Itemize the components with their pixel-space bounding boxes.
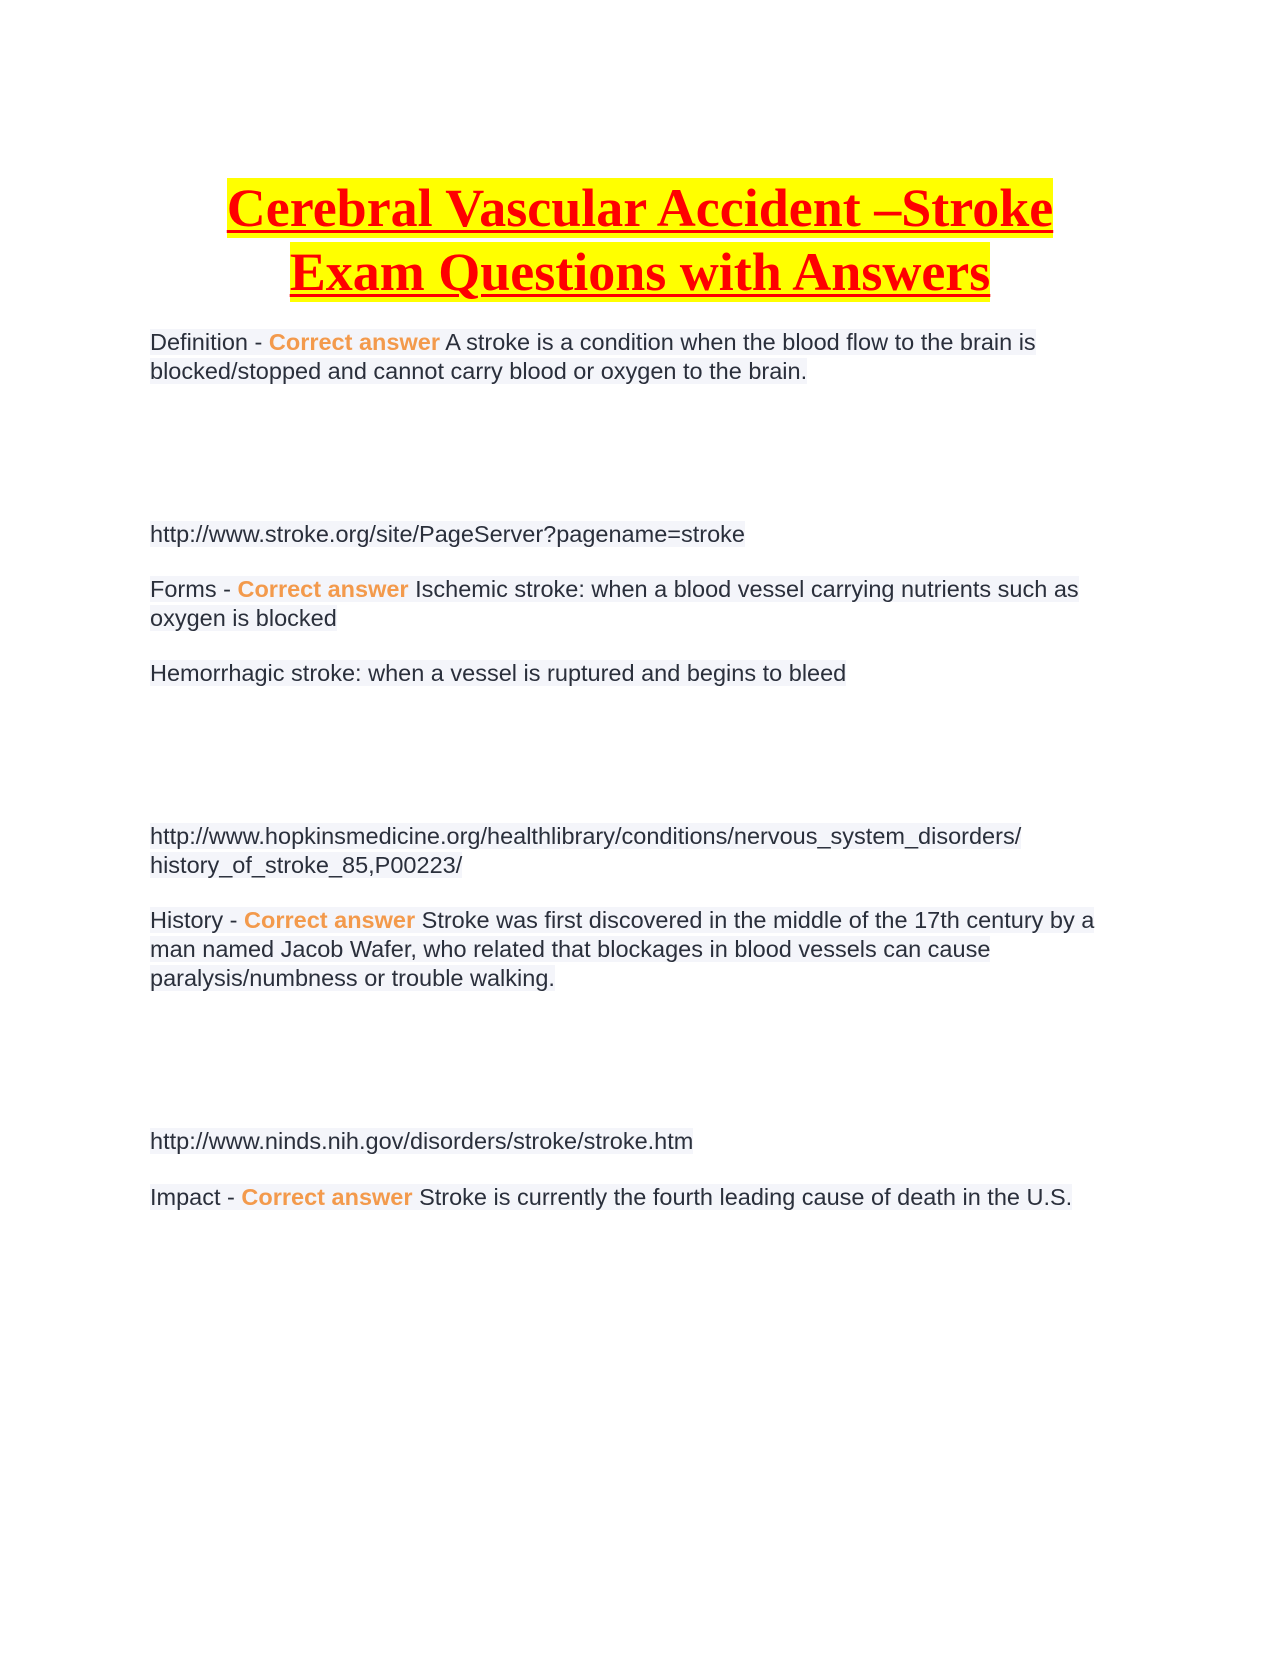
forms-hemorrhagic bbox=[150, 659, 1130, 688]
title-line-1: Cerebral Vascular Accident –Stroke bbox=[226, 178, 1054, 238]
term-forms: Forms bbox=[150, 576, 217, 602]
source-link-line-2: history_of_stroke_85,P00223/ bbox=[150, 852, 463, 878]
term-separator: - bbox=[247, 329, 269, 355]
term-separator: - bbox=[223, 907, 245, 933]
correct-answer-label: Correct answer bbox=[241, 1184, 413, 1210]
forms-hemorrhagic-text: Hemorrhagic stroke: when a vessel is ruptured and begins to bleed bbox=[150, 660, 847, 686]
qa-definition-text bbox=[150, 329, 1036, 384]
term-definition: Definition bbox=[150, 329, 248, 355]
answer-impact: Stroke is currently the fourth leading cause of death in the U.S. bbox=[419, 1184, 1073, 1210]
term-history: History bbox=[150, 907, 224, 933]
qa-forms bbox=[150, 575, 1130, 633]
qa-impact-text bbox=[150, 1184, 1072, 1210]
title-line-2: Exam Questions with Answers bbox=[289, 242, 991, 302]
qa-impact bbox=[150, 1183, 1130, 1212]
correct-answer-label: Correct answer bbox=[244, 907, 416, 933]
term-separator: - bbox=[216, 576, 238, 602]
source-link-text: http://www.stroke.org/site/PageServer?pagename=stroke bbox=[150, 521, 745, 547]
term-separator: - bbox=[220, 1184, 242, 1210]
source-link-ninds bbox=[150, 1127, 1130, 1156]
answer-history: Stroke was first discovered in the middle of the 17th century by a man named Jacob Wafer, who related that blockages in blood vessels can cause paralysis/numbness or trouble walking. bbox=[150, 907, 1095, 991]
qa-forms-text bbox=[150, 576, 1079, 631]
qa-history bbox=[150, 906, 1130, 993]
term-impact: Impact bbox=[150, 1184, 221, 1210]
answer-forms: Ischemic stroke: when a blood vessel carrying nutrients such as oxygen is blocked bbox=[150, 576, 1079, 631]
source-link-line-1: http://www.hopkinsmedicine.org/healthlibrary/conditions/nervous_system_disorders/ bbox=[150, 823, 1022, 849]
source-link-hopkins bbox=[150, 822, 1130, 880]
qa-history-text bbox=[150, 907, 1094, 991]
qa-definition bbox=[150, 328, 1130, 386]
correct-answer-label: Correct answer bbox=[268, 329, 440, 355]
source-link-text: http://www.ninds.nih.gov/disorders/stroke/stroke.htm bbox=[150, 1128, 694, 1154]
correct-answer-label: Correct answer bbox=[237, 576, 409, 602]
source-link-stroke-org bbox=[150, 520, 1130, 549]
page-title bbox=[150, 176, 1130, 304]
answer-definition: A stroke is a condition when the blood flow to the brain is blocked/stopped and cannot carry blood or oxygen to the brain. bbox=[150, 329, 1036, 384]
